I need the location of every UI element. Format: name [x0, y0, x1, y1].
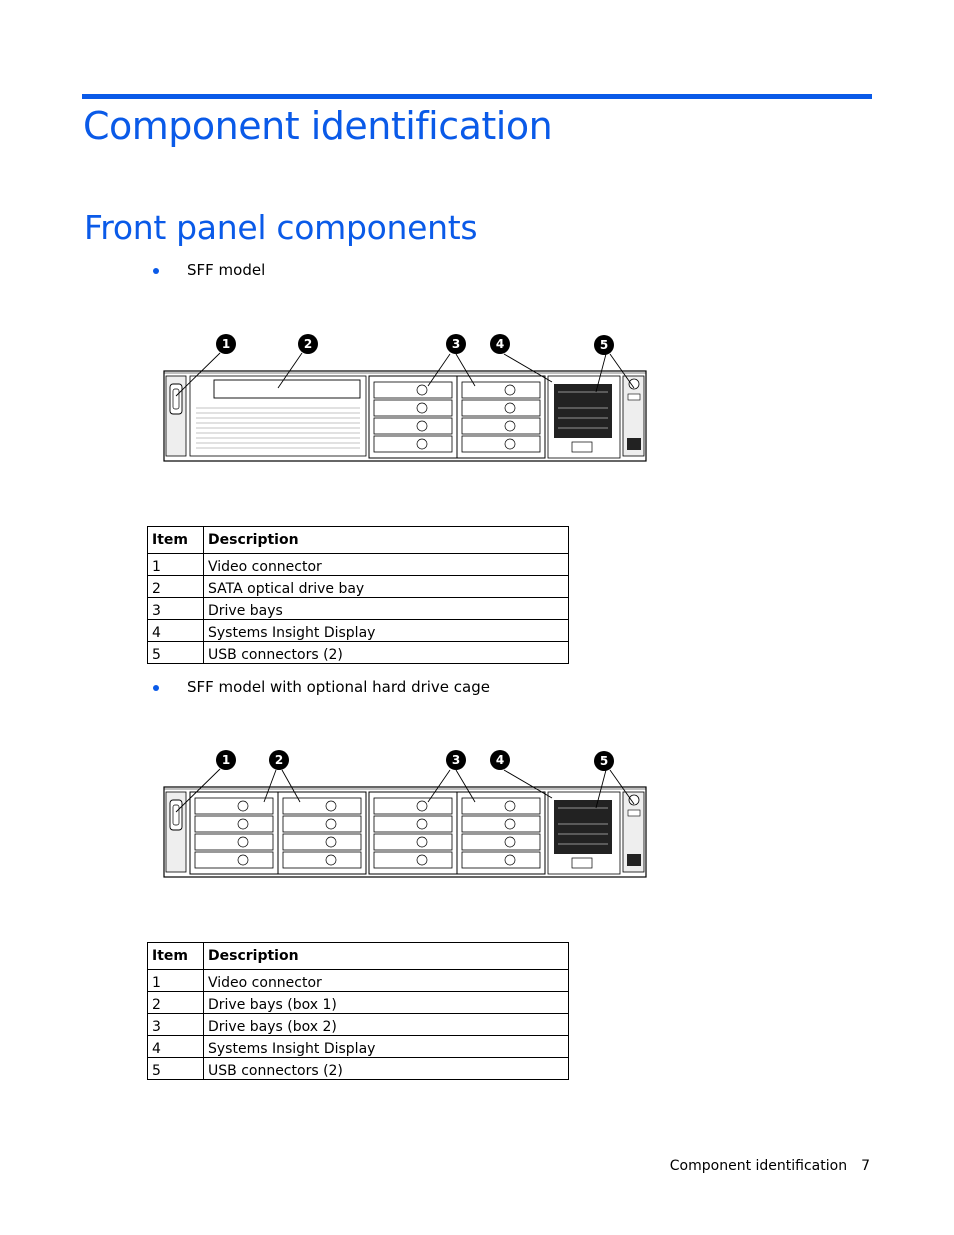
item-description: Systems Insight Display — [204, 1036, 569, 1058]
chapter-title: Component identification — [83, 104, 553, 148]
svg-text:1: 1 — [221, 753, 231, 767]
callout-5 — [594, 335, 614, 355]
callout-4 — [490, 334, 510, 354]
page-footer — [670, 1158, 870, 1174]
table-row — [148, 970, 569, 992]
item-number: 2 — [148, 992, 204, 1014]
svg-text:3: 3 — [451, 753, 461, 767]
item-description: USB connectors (2) — [204, 1058, 569, 1080]
callout-1 — [216, 334, 236, 354]
svg-text:2: 2 — [274, 753, 284, 767]
table-header-description: Description — [204, 943, 569, 970]
table-row — [148, 992, 569, 1014]
item-description: Drive bays — [204, 598, 569, 620]
bullet-label: SFF model — [187, 261, 266, 279]
item-number: 5 — [148, 1058, 204, 1080]
header-rule — [82, 94, 872, 99]
item-number: 5 — [148, 642, 204, 664]
sff-front-panel-diagram — [160, 332, 650, 462]
item-number: 1 — [148, 970, 204, 992]
item-description: SATA optical drive bay — [204, 576, 569, 598]
footer-section-title: Component identification — [669, 1158, 848, 1174]
sff-optional-cage-front-panel-diagram — [160, 748, 650, 878]
item-number: 4 — [148, 620, 204, 642]
item-description: Drive bays (box 1) — [204, 992, 569, 1014]
item-number: 2 — [148, 576, 204, 598]
svg-text:5: 5 — [599, 338, 609, 352]
components-table-sff-optional-cage — [147, 942, 569, 1080]
callout-1 — [216, 750, 236, 770]
table-row — [148, 554, 569, 576]
table-row — [148, 1058, 569, 1080]
item-description: Video connector — [204, 970, 569, 992]
components-table-sff — [147, 526, 569, 664]
callout-2 — [269, 750, 289, 770]
table-row — [148, 576, 569, 598]
item-number: 4 — [148, 1036, 204, 1058]
table-row — [148, 620, 569, 642]
item-description: Drive bays (box 2) — [204, 1014, 569, 1036]
svg-text:5: 5 — [599, 754, 609, 768]
item-number: 1 — [148, 554, 204, 576]
table-header-item: Item — [148, 943, 204, 970]
table-row — [148, 1036, 569, 1058]
section-title: Front panel components — [84, 208, 478, 247]
page-number: 7 — [861, 1158, 870, 1174]
table-row — [148, 598, 569, 620]
table-header-item: Item — [148, 527, 204, 554]
callout-3 — [446, 750, 466, 770]
table-row — [148, 1014, 569, 1036]
item-number: 3 — [148, 598, 204, 620]
item-number: 3 — [148, 1014, 204, 1036]
table-header-description: Description — [204, 527, 569, 554]
bullet-dot-icon — [153, 685, 159, 691]
svg-text:4: 4 — [495, 337, 505, 351]
bullet-dot-icon — [153, 268, 159, 274]
svg-text:1: 1 — [221, 337, 231, 351]
callout-3 — [446, 334, 466, 354]
item-description: Video connector — [204, 554, 569, 576]
callout-4 — [490, 750, 510, 770]
item-description: USB connectors (2) — [204, 642, 569, 664]
table-row — [148, 642, 569, 664]
svg-text:2: 2 — [303, 337, 313, 351]
svg-text:3: 3 — [451, 337, 461, 351]
callout-2 — [298, 334, 318, 354]
bullet-label: SFF model with optional hard drive cage — [187, 678, 490, 696]
item-description: Systems Insight Display — [204, 620, 569, 642]
svg-text:4: 4 — [495, 753, 505, 767]
callout-5 — [594, 751, 614, 771]
